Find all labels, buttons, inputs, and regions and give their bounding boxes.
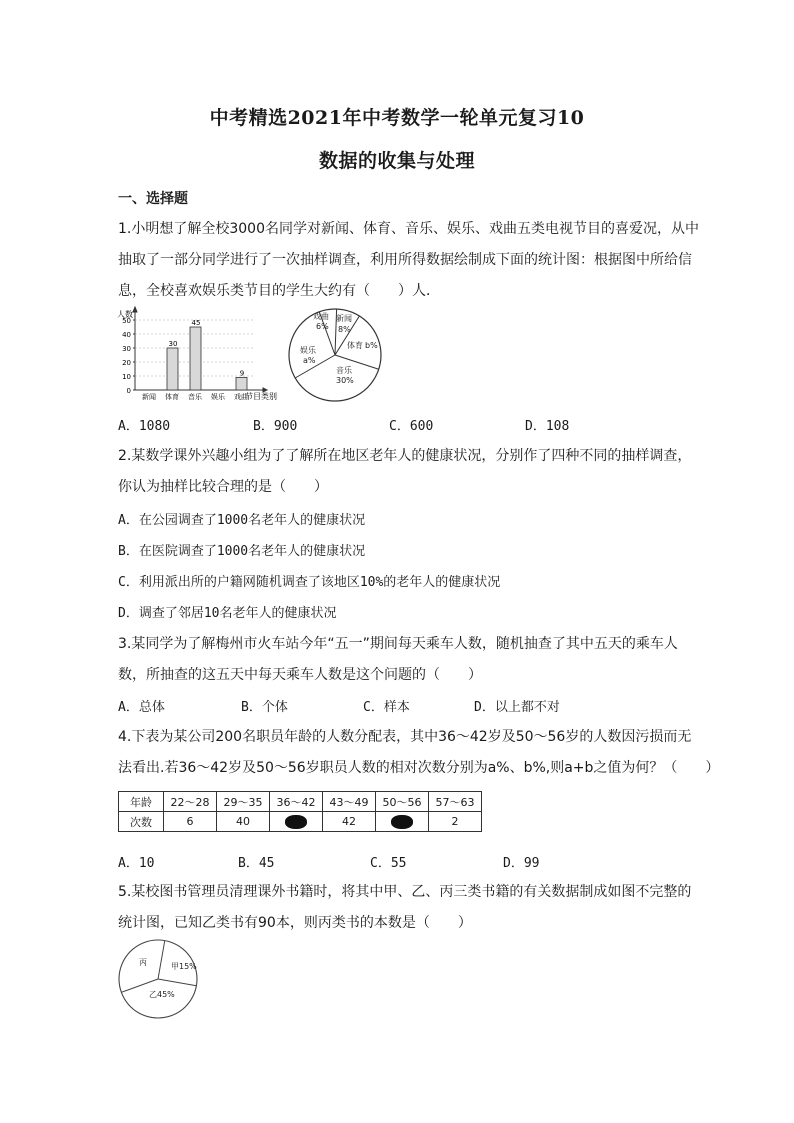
table-cell-smudged	[376, 812, 429, 832]
q3-option-c[interactable]: C．样本	[363, 700, 410, 715]
y-tick-label: 10	[122, 373, 131, 381]
q1-line-2: 抽取了一部分同学进行了一次抽样调查，利用所得数据绘制成下面的统计图：根据图中所给信	[118, 252, 692, 268]
table-header-count: 次数	[119, 812, 164, 832]
y-tick-label: 0	[126, 387, 131, 395]
table-cell: 42	[323, 812, 376, 832]
q4-option-a[interactable]: A．10	[118, 856, 155, 871]
bar-1	[167, 348, 178, 390]
y-tick-label: 30	[122, 345, 131, 353]
x-category-label: 娱乐	[211, 393, 225, 401]
q5-line-2: 统计图，已知乙类书有90本，则丙类书的本数是（ ）	[118, 915, 472, 931]
table-cell: 22～28	[164, 792, 217, 812]
bar-data-label: 45	[191, 319, 201, 327]
q4-option-c[interactable]: C．55	[370, 856, 407, 871]
section-heading: 一、选择题	[118, 191, 188, 207]
table-cell: 57～63	[429, 792, 482, 812]
pie-chart-books	[117, 937, 203, 1021]
q3-line-2: 数，所抽查的这五天中每天乘车人数是这个问题的（ ）	[118, 667, 482, 683]
document-title: 中考精选2021年中考数学一轮单元复习10	[209, 107, 585, 129]
y-axis-arrow	[133, 307, 137, 312]
y-tick-label: 20	[122, 359, 131, 367]
bar-2	[190, 327, 201, 390]
x-category-label: 音乐	[188, 393, 202, 401]
pie1-label-xiqu: 戏曲	[313, 312, 329, 321]
q2-line-1: 2.某数学课外兴趣小组为了了解所在地区老年人的健康状况，分别作了四种不同的抽样调查，	[118, 448, 692, 464]
table-cell: 6	[164, 812, 217, 832]
q3-option-a[interactable]: A．总体	[118, 700, 165, 715]
x-category-label: 戏曲	[234, 393, 248, 401]
x-category-label: 新闻	[142, 393, 156, 401]
q2-line-2: 你认为抽样比较合理的是（ ）	[118, 479, 328, 495]
pie1-value-xinwen: 8%	[338, 325, 351, 334]
pie-divider	[158, 941, 165, 979]
x-category-label: 体育	[165, 393, 179, 401]
age-distribution-table	[118, 791, 482, 832]
table-cell: 36～42	[270, 792, 323, 812]
table-cell: 43～49	[323, 792, 376, 812]
table-cell: 40	[217, 812, 270, 832]
q2-option-d[interactable]: D．调查了邻居10名老年人的健康状况	[118, 606, 337, 621]
pie1-value-yinyue: 30%	[336, 376, 354, 385]
pie2-label-jia: 甲	[171, 962, 179, 971]
pie1-label-tiyu: 体育	[347, 341, 363, 350]
q2-option-b[interactable]: B．在医院调查了1000名老年人的健康状况	[118, 544, 366, 559]
bar-data-label: 9	[239, 369, 245, 378]
q1-option-c[interactable]: C．600	[389, 419, 434, 434]
y-tick-label: 40	[122, 331, 131, 339]
pie2-value-jia: 15%	[179, 962, 197, 971]
x-axis-label: 节目类别	[245, 392, 277, 401]
y-tick-label: 50	[122, 317, 131, 325]
q1-line-3: 息，全校喜欢娱乐类节目的学生大约有（ ）人．	[118, 283, 440, 299]
pie1-value-tiyu: b%	[365, 341, 378, 350]
pie1-value-xiqu: 6%	[316, 322, 329, 331]
q1-option-a[interactable]: A．1080	[118, 419, 171, 434]
pie-divider	[158, 979, 196, 986]
pie1-label-xinwen: 新闻	[336, 314, 352, 323]
q3-option-d[interactable]: D．以上都不对	[474, 700, 560, 715]
pie-chart-programs	[286, 305, 386, 405]
ink-smudge	[285, 815, 307, 829]
pie2-value-yi: 45%	[157, 990, 175, 999]
pie1-label-yule: 娱乐	[300, 346, 316, 355]
q2-option-c[interactable]: C．利用派出所的户籍网随机调查了该地区10%的老年人的健康状况	[118, 575, 501, 590]
table-row	[119, 792, 482, 812]
pie2-label-yi: 乙	[149, 990, 157, 999]
q4-option-d[interactable]: D．99	[503, 856, 540, 871]
ink-smudge	[391, 815, 413, 829]
y-axis-label: 人数	[117, 310, 133, 319]
q4-line-1: 4.下表为某公司200名职员年龄的人数分配表，其中36～42岁及50～56岁的人数因污损而无	[118, 729, 692, 745]
q3-line-1: 3.某同学为了解梅州市火车站今年“五一”期间每天乘车人数，随机抽查了其中五天的乘车人	[118, 636, 678, 652]
table-cell: 29～35	[217, 792, 270, 812]
pie1-label-yinyue: 音乐	[336, 366, 352, 375]
table-cell: 50～56	[376, 792, 429, 812]
pie1-value-yule: a%	[303, 356, 316, 365]
q3-option-b[interactable]: B．个体	[241, 700, 288, 715]
q4-option-b[interactable]: B．45	[238, 856, 275, 871]
q1-option-b[interactable]: B．900	[253, 419, 298, 434]
pie2-label-bing: 丙	[139, 958, 147, 967]
bar-chart	[115, 306, 285, 401]
q1-option-d[interactable]: D．108	[525, 419, 570, 434]
q2-option-a[interactable]: A．在公园调查了1000名老年人的健康状况	[118, 513, 366, 528]
q1-line-1: 1.小明想了解全校3000名同学对新闻、体育、音乐、娱乐、戏曲五类电视节目的喜爱况，从中	[118, 221, 699, 237]
table-row	[119, 812, 482, 832]
q5-line-1: 5.某校图书管理员清理课外书籍时，将其中甲、乙、丙三类书籍的有关数据制成如图不完整的	[118, 884, 692, 900]
bar-data-label: 30	[168, 340, 178, 348]
table-cell: 2	[429, 812, 482, 832]
table-header-age: 年龄	[119, 792, 164, 812]
document-subtitle: 数据的收集与处理	[318, 150, 475, 172]
q4-line-2: 法看出.若36～42岁及50～56岁职员人数的相对次数分别为a%、b%,则a+b之值为何？（ ）	[118, 760, 720, 776]
bar-4	[236, 377, 247, 390]
table-cell-smudged	[270, 812, 323, 832]
